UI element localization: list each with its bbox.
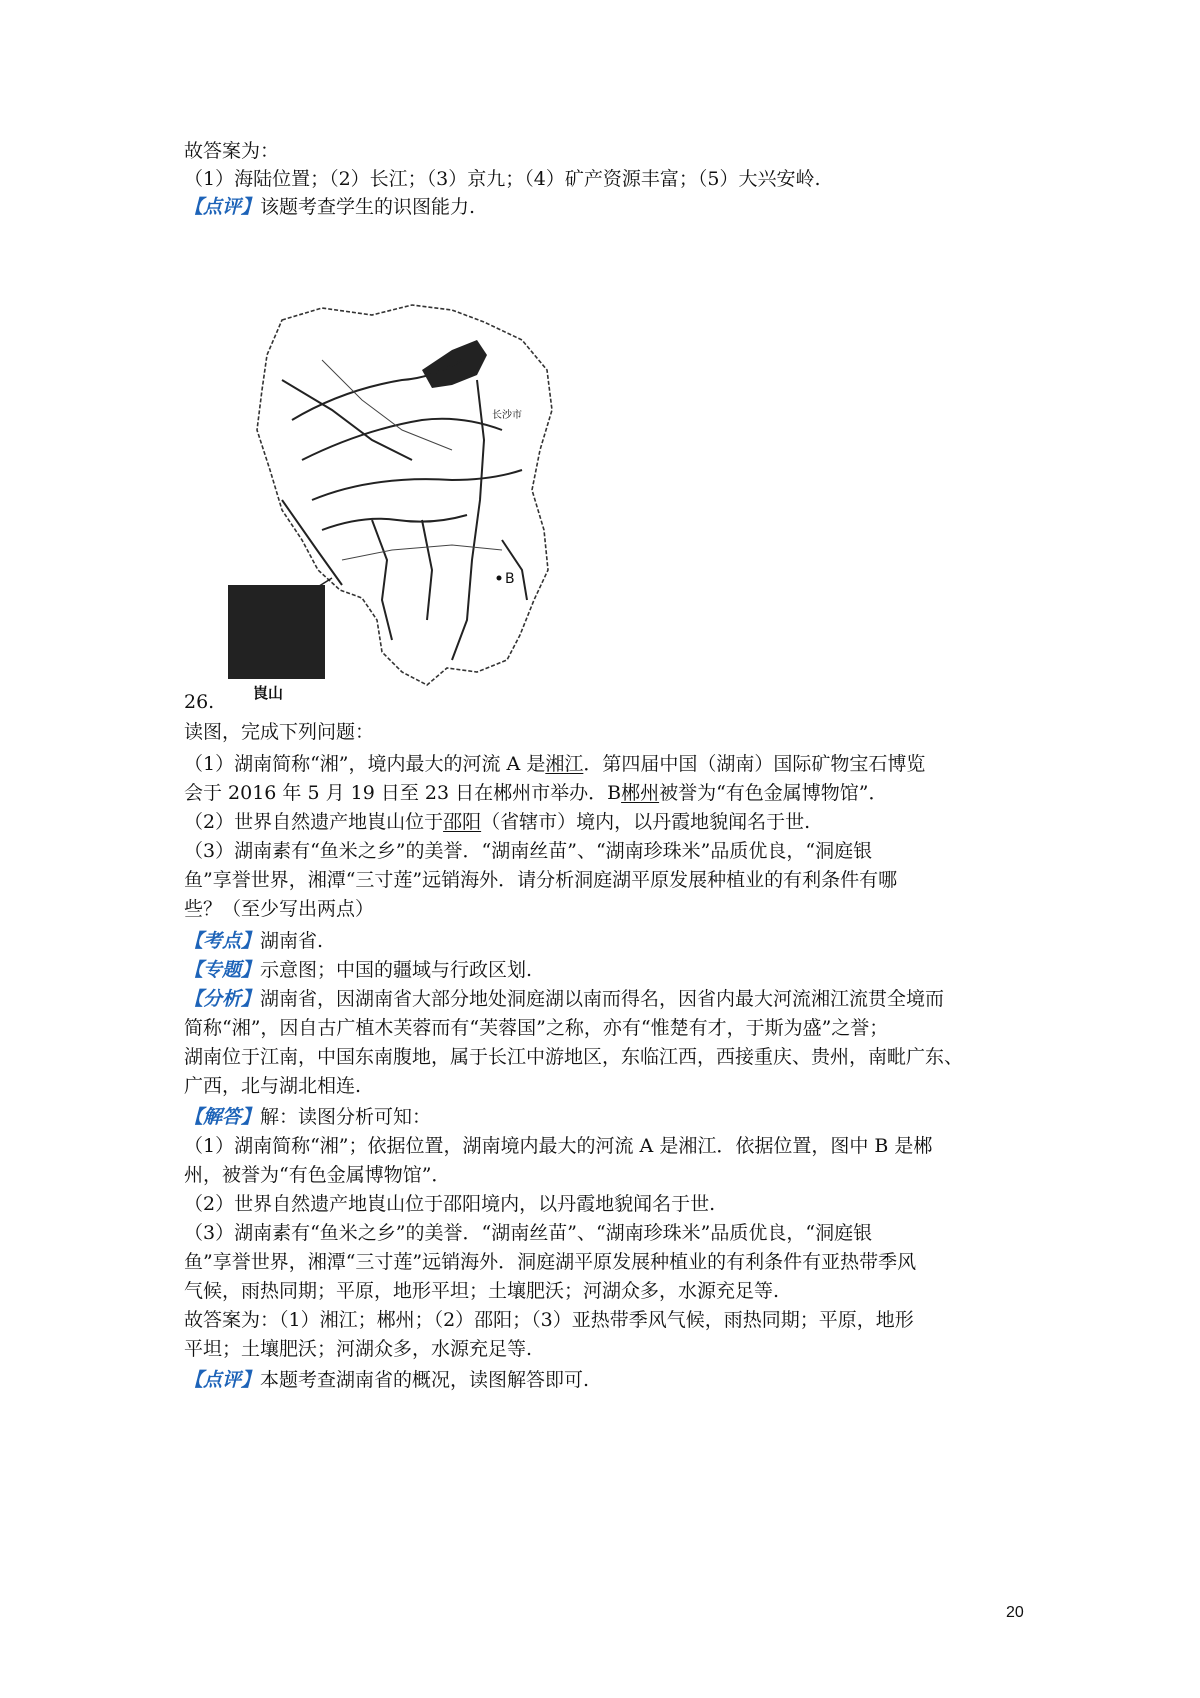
question-1-line-1: （1）湖南简称“湘”，境内最大的河流 A 是湘江．第四届中国（湖南）国际矿物宝石博览 xyxy=(184,753,926,775)
map-label-b: B xyxy=(505,571,515,587)
answer-3-line-1: （3）湖南素有“鱼米之乡”的美誉．“湖南丝苗”、“湖南珍珠米”品质优良，“洞庭银 xyxy=(184,1222,873,1244)
point-b-marker xyxy=(497,576,502,581)
question-3-line-1: （3）湖南素有“鱼米之乡”的美誉．“湖南丝苗”、“湖南珍珠米”品质优良，“洞庭银 xyxy=(184,840,873,862)
map-label-changsha: 长沙市 xyxy=(492,410,522,421)
answer-1-line-1: （1）湖南简称“湘”；依据位置，湖南境内最大的河流 A 是湘江．依据位置，图中 B 是郴 xyxy=(184,1135,933,1157)
question-2: （2）世界自然遗产地崀山位于邵阳（省辖市）境内，以丹霞地貌闻名于世. xyxy=(184,811,811,833)
question-3-line-3: 些？（至少写出两点） xyxy=(184,898,375,920)
final-answer-line-2: 平坦；土壤肥沃；河湖众多，水源充足等. xyxy=(184,1338,533,1360)
kaodian-line: 【考点】湖南省. xyxy=(184,930,324,952)
answer-1-line-2: 州，被誉为“有色金属博物馆”． xyxy=(184,1164,451,1186)
review-text: 该题考查学生的识图能力. xyxy=(260,196,476,218)
answer-2: （2）世界自然遗产地崀山位于邵阳境内，以丹霞地貌闻名于世. xyxy=(184,1193,716,1215)
zhuanti-line: 【专题】示意图；中国的疆域与行政区划. xyxy=(184,959,533,981)
answer-heading: 故答案为： xyxy=(184,140,280,162)
final-answer-line-1: 故答案为：（1）湘江；郴州；（2）邵阳；（3）亚热带季风气候，雨热同期；平原，地形 xyxy=(184,1309,914,1331)
review-line-2: 【点评】本题考查湖南省的概况，读图解答即可. xyxy=(184,1369,590,1391)
answer-blank: 湘江 xyxy=(545,753,584,775)
answer-line: （1）海陆位置；（2）长江；（3）京九；（4）矿产资源丰富；（5）大兴安岭. xyxy=(184,168,821,190)
langshan-photo xyxy=(228,585,325,679)
question-3-line-2: 鱼”享誉世界，湘潭“三寸莲”远销海外．请分析洞庭湖平原发展种植业的有利条件有哪 xyxy=(184,869,898,891)
page-number: 20 xyxy=(1006,1604,1024,1621)
fenxi-line-2: 简称“湘”，因自古广植木芙蓉而有“芙蓉国”之称，亦有“惟楚有才，于斯为盛”之誉； xyxy=(184,1017,889,1039)
answer-3-line-2: 鱼”享誉世界，湘潭“三寸莲”远销海外．洞庭湖平原发展种植业的有利条件有亚热带季风 xyxy=(184,1251,917,1273)
answer-3-line-3: 气候，雨热同期；平原，地形平坦；土壤肥沃；河湖众多，水源充足等. xyxy=(184,1280,780,1302)
question-number: 26. xyxy=(184,691,215,713)
fenxi-line-4: 广西，北与湖北相连. xyxy=(184,1075,362,1097)
fenxi-line-3: 湖南位于江南，中国东南腹地，属于长江中游地区，东临江西，西接重庆、贵州，南毗广东、 xyxy=(184,1046,964,1068)
jieda-line: 【解答】解：读图分析可知： xyxy=(184,1106,432,1128)
answer-blank: 邵阳 xyxy=(443,811,482,833)
review-tag: 【点评】 xyxy=(184,196,261,218)
review-line xyxy=(184,193,475,221)
answer-blank: 郴州 xyxy=(621,782,660,804)
question-intro: 读图，完成下列问题： xyxy=(184,721,375,743)
photo-label: 崀山 xyxy=(253,684,284,702)
question-1-line-2: 会于 2016 年 5 月 19 日至 23 日在郴州市举办．B郴州被誉为“有色金属博物馆”． xyxy=(184,782,888,804)
fenxi-line-1: 【分析】湖南省，因湖南省大部分地处洞庭湖以南而得名，因省内最大河流湘江流贯全境而 xyxy=(184,988,945,1010)
